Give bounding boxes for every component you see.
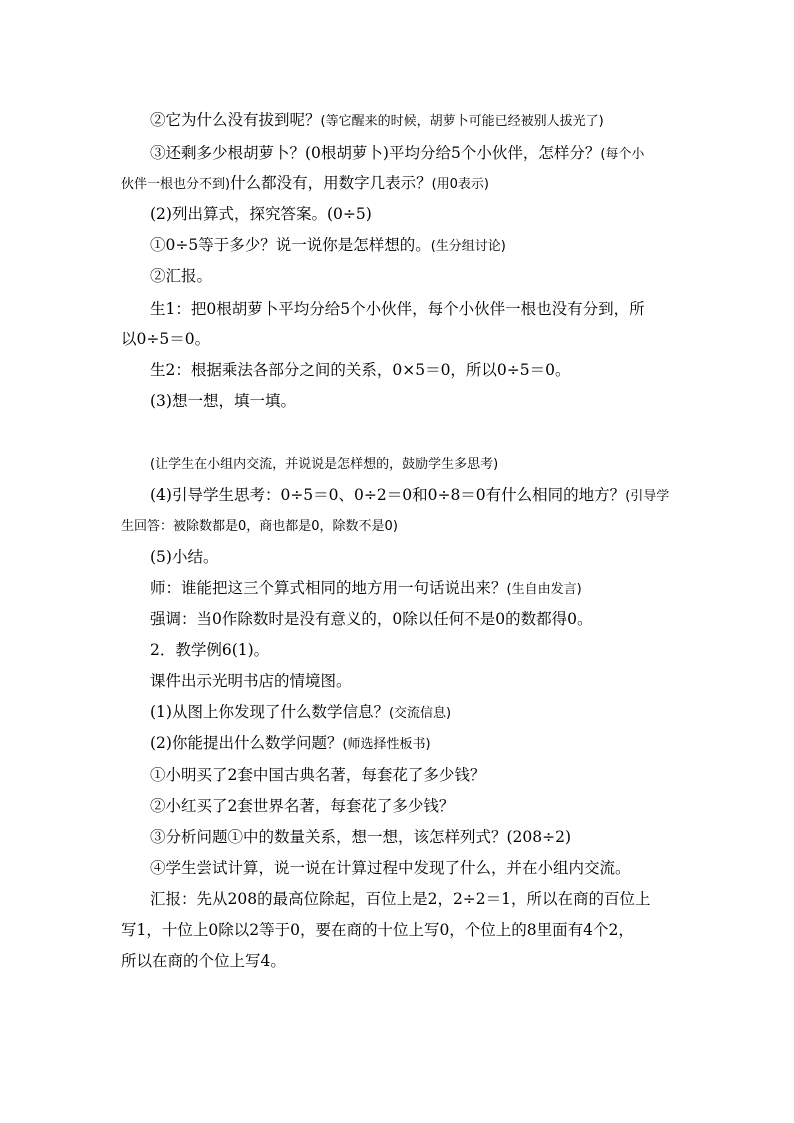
- line-text: ②它为什么没有拔到呢？: [150, 111, 321, 129]
- text-line: [150, 889, 680, 909]
- text-line: [150, 110, 680, 132]
- line-text: 什么都没有，用数字几表示？: [230, 174, 432, 192]
- line-note: (等它醒来的时候，胡萝卜可能已经被别人拔光了): [320, 114, 604, 129]
- line-text: ④学生尝试计算，说一说在计算过程中发现了什么，并在小组内交流。: [150, 859, 631, 877]
- line-note: 生回答：被除数都是0，商也都是0，除数不是0): [121, 519, 398, 534]
- section-heading: [150, 640, 680, 660]
- text-line: [150, 702, 680, 724]
- line-note: (每个小: [600, 147, 645, 162]
- text-line: [150, 765, 680, 785]
- text-line: [150, 266, 680, 286]
- line-text: 写1，十位上0除以2等于0，要在商的十位上写0，个位上的8里面有4个2，: [121, 921, 634, 939]
- line-text: ①0÷5等于多少？说一说你是怎样想的。: [150, 236, 431, 254]
- line-text: (3)想一想，填一填。: [150, 392, 296, 410]
- text-line: [150, 235, 680, 257]
- text-line: [150, 796, 680, 816]
- line-text: ②汇报。: [150, 267, 213, 285]
- text-line: [150, 360, 680, 380]
- line-text: 课件出示光明书店的情境图。: [150, 672, 352, 690]
- text-line: [121, 515, 681, 537]
- line-note: 伙伴一根也分不到): [121, 177, 231, 192]
- text-line: [150, 547, 680, 567]
- line-text: 生1：把0根胡萝卜平均分给5个小伙伴，每个小伙伴一根也没有分到，所: [150, 300, 645, 318]
- text-line: [150, 671, 680, 691]
- line-text: (2)你能提出什么数学问题？: [150, 734, 343, 752]
- line-note: (用0表示): [431, 177, 490, 192]
- text-line: [150, 453, 680, 475]
- line-note: (让学生在小组内交流，并说说是怎样想的，鼓励学生多思考): [150, 457, 499, 472]
- line-text: 所以在商的个位上写4。: [121, 952, 286, 970]
- line-text: 强调：当0作除数时是没有意义的，0除以任何不是0的数都得0。: [150, 610, 593, 628]
- line-note: (生自由发言): [506, 582, 582, 597]
- line-text: ③还剩多少根胡萝卜？(0根胡萝卜)平均分给5个小伙伴，怎样分？: [150, 144, 601, 162]
- text-line: [121, 951, 681, 971]
- text-line: [150, 299, 680, 319]
- line-text: ③分析问题①中的数量关系，想一想，该怎样列式？(208÷2): [150, 828, 572, 846]
- text-line: [150, 858, 680, 878]
- text-line: [150, 143, 680, 165]
- text-line: [150, 827, 680, 847]
- line-text: ②小红买了2套世界名著，每套花了多少钱？: [150, 797, 455, 815]
- line-note: (交流信息): [388, 706, 452, 721]
- line-text: (1)从图上你发现了什么数学信息？: [150, 703, 389, 721]
- text-line: [150, 609, 680, 629]
- text-line: [150, 578, 680, 600]
- line-text: (2)列出算式，探究答案。(0÷5): [150, 205, 372, 223]
- line-text: ①小明买了2套中国古典名著，每套花了多少钱？: [150, 766, 486, 784]
- line-note: (师选择性板书): [342, 737, 431, 752]
- line-note: (引导学: [625, 489, 670, 504]
- text-line: [150, 391, 680, 411]
- line-text: (5)小结。: [150, 548, 219, 566]
- line-text: 以0÷5＝0。: [121, 330, 211, 348]
- line-text: 汇报：先从208的最高位除起，百位上是2，2÷2＝1，所以在商的百位上: [150, 890, 651, 908]
- line-note: (生分组讨论): [430, 239, 506, 254]
- text-line: [150, 204, 680, 224]
- line-text: 2．教学例6(1)。: [150, 641, 270, 659]
- line-text: (4)引导学生思考：0÷5＝0、0÷2＝0和0÷8＝0有什么相同的地方？: [150, 486, 626, 504]
- text-line: [121, 329, 681, 349]
- text-line: [121, 920, 681, 940]
- line-text: 生2：根据乘法各部分之间的关系，0×5＝0，所以0÷5＝0。: [150, 361, 571, 379]
- text-line: [150, 485, 680, 507]
- text-line: [121, 173, 681, 195]
- line-text: 师：谁能把这三个算式相同的地方用一句话说出来？: [150, 579, 507, 597]
- text-line: [150, 733, 680, 755]
